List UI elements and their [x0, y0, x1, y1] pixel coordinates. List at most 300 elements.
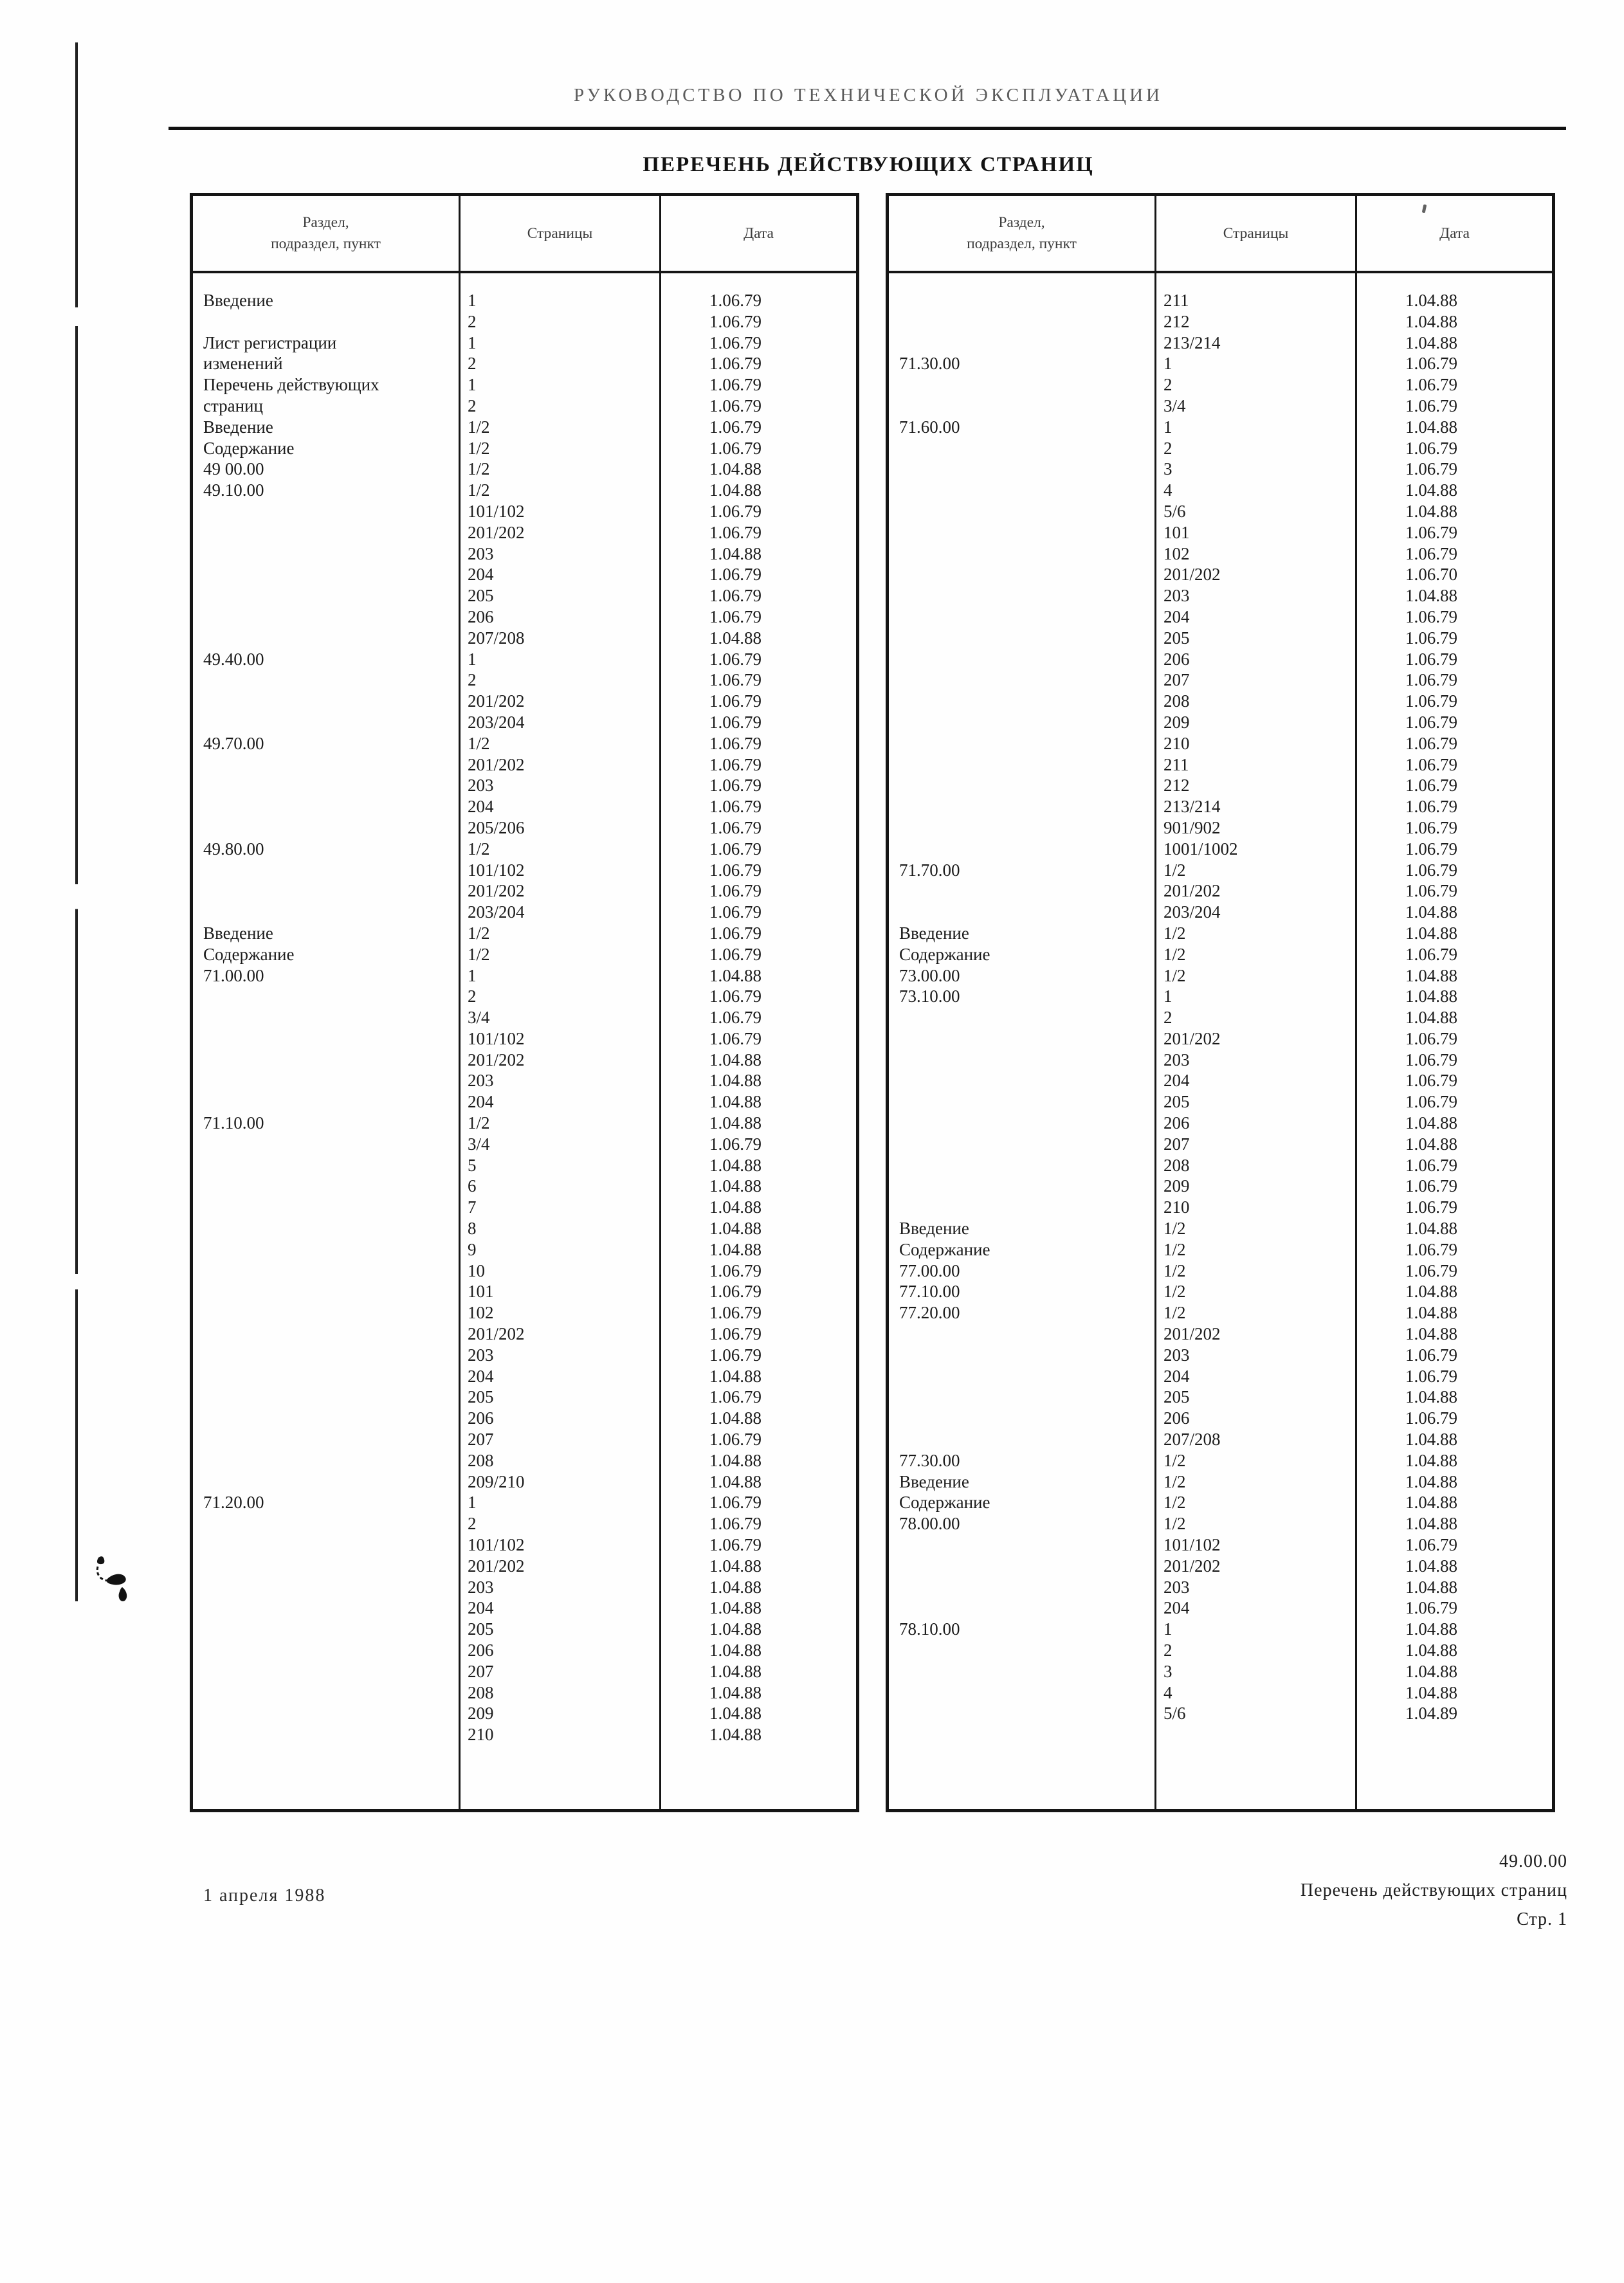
table-row [193, 1534, 856, 1556]
pages-cell: 201/202 [1163, 1028, 1221, 1048]
pages-cell: 1/2 [1163, 1514, 1186, 1534]
section-cell [193, 754, 459, 776]
section-cell [193, 1577, 459, 1598]
section-cell [889, 649, 1154, 670]
section-cell [889, 1556, 1154, 1577]
date-cell: 1.04.88 [1405, 1619, 1457, 1639]
pages-cell: 1001/1002 [1163, 839, 1238, 859]
footer-issue-date: 1 апреля 1988 [203, 1886, 326, 1906]
section-cell: 71.70.00 [899, 860, 960, 880]
pages-cell: 1/2 [1163, 1471, 1186, 1491]
page-title: ПЕРЕЧЕНЬ ДЕЙСТВУЮЩИХ СТРАНИЦ [643, 153, 1094, 176]
table-row [193, 1218, 856, 1239]
section-cell [889, 1134, 1154, 1155]
section-cell [193, 817, 459, 839]
column-header-pages-label: Страницы [1223, 224, 1289, 242]
date-cell: 1.04.89 [1405, 1704, 1457, 1724]
pages-cell: 209 [468, 1704, 494, 1724]
table-row [889, 374, 1552, 396]
date-cell: 1.06.79 [709, 396, 762, 415]
pages-cell: 2 [468, 311, 477, 331]
table-row [193, 1239, 856, 1260]
table-row [889, 290, 1552, 311]
section-cell [889, 1323, 1154, 1345]
date-cell: 1.06.79 [1405, 733, 1457, 753]
date-cell: 1.06.79 [1405, 839, 1457, 859]
section-cell [193, 1534, 459, 1556]
section-cell [193, 1429, 459, 1450]
table-row [889, 839, 1552, 860]
pages-cell: 206 [1163, 649, 1190, 669]
table-row [193, 1345, 856, 1366]
table-row [193, 1028, 856, 1050]
table-header-row [889, 196, 1552, 273]
date-cell: 1.06.79 [709, 375, 762, 395]
pages-cell: 101 [1163, 522, 1190, 542]
section-cell [193, 1197, 459, 1218]
pages-cell: 203/204 [468, 902, 525, 922]
column-header-date [1357, 196, 1552, 271]
header-rule [169, 127, 1566, 130]
table-row [889, 986, 1552, 1007]
date-cell: 1.06.79 [1405, 1239, 1457, 1259]
table-row [889, 1323, 1552, 1345]
table-row [889, 1703, 1552, 1724]
pages-cell: 1/2 [468, 480, 490, 500]
date-cell: 1.06.79 [709, 354, 762, 374]
pages-cell: 5/6 [1163, 501, 1186, 521]
table-row [889, 1345, 1552, 1366]
table-row [889, 1134, 1552, 1155]
date-cell: 1.06.79 [709, 1324, 762, 1344]
pages-cell: 205 [468, 1619, 494, 1639]
date-cell: 1.06.79 [709, 817, 762, 837]
date-cell: 1.04.88 [1405, 1514, 1457, 1534]
section-cell: 77.20.00 [899, 1303, 960, 1323]
table-row [193, 796, 856, 817]
section-cell [193, 1640, 459, 1661]
footer-document-title: Перечень действующих страниц [1300, 1880, 1567, 1900]
date-cell: 1.06.79 [1405, 712, 1457, 732]
section-cell [193, 712, 459, 733]
section-cell: страниц [203, 396, 263, 415]
date-cell: 1.04.88 [1405, 1577, 1457, 1597]
table-row [193, 1619, 856, 1640]
date-cell: 1.04.88 [1405, 902, 1457, 922]
section-cell [193, 860, 459, 881]
pages-cell: 1 [468, 649, 477, 669]
table-row [193, 1640, 856, 1661]
date-cell: 1.04.88 [709, 1176, 762, 1196]
date-cell: 1.04.88 [1405, 586, 1457, 606]
table-row [193, 585, 856, 606]
section-cell [889, 1050, 1154, 1071]
date-cell: 1.04.88 [1405, 480, 1457, 500]
date-cell: 1.06.79 [709, 902, 762, 922]
column-header-date-label: Дата [1439, 224, 1470, 242]
section-cell [193, 1155, 459, 1176]
table-row [889, 1471, 1552, 1493]
table-row [889, 1492, 1552, 1513]
section-cell [193, 669, 459, 691]
section-cell [889, 522, 1154, 543]
date-cell: 1.04.88 [1405, 1008, 1457, 1028]
date-cell: 1.06.79 [709, 881, 762, 901]
table-row [889, 754, 1552, 776]
pages-cell: 207 [1163, 1134, 1190, 1154]
pages-cell: 1/2 [1163, 1303, 1186, 1323]
running-header: РУКОВОДСТВО ПО ТЕХНИЧЕСКОЙ ЭКСПЛУАТАЦИИ [574, 85, 1163, 105]
table-row [193, 1091, 856, 1113]
table-row [193, 1134, 856, 1155]
date-cell: 1.04.88 [709, 1682, 762, 1702]
table-row [193, 839, 856, 860]
section-cell: 49.10.00 [203, 480, 264, 500]
date-cell: 1.04.88 [1405, 1556, 1457, 1576]
section-cell [193, 1239, 459, 1260]
date-cell: 1.04.88 [1405, 1282, 1457, 1302]
date-cell: 1.04.88 [1405, 1387, 1457, 1407]
table-row [193, 1366, 856, 1387]
table-row [193, 1281, 856, 1302]
table-row [889, 1260, 1552, 1282]
pages-cell: 203 [468, 543, 494, 563]
column-header-date-label: Дата [744, 224, 774, 242]
date-cell: 1.06.79 [1405, 1028, 1457, 1048]
date-cell: 1.04.88 [709, 1050, 762, 1069]
table-row [889, 1387, 1552, 1408]
section-cell [889, 1408, 1154, 1429]
section-cell: 73.00.00 [899, 965, 960, 985]
pages-cell: 205 [468, 586, 494, 606]
table-row [193, 860, 856, 881]
section-cell [193, 1556, 459, 1577]
date-cell: 1.04.88 [1405, 417, 1457, 437]
column-header-section-line1: Раздел, [302, 214, 349, 231]
date-cell: 1.06.79 [709, 754, 762, 774]
section-cell [193, 1661, 459, 1682]
section-cell [889, 1661, 1154, 1682]
date-cell: 1.04.88 [709, 1239, 762, 1259]
date-cell: 1.06.79 [1405, 628, 1457, 648]
footer-page-number: Стр. 1 [1517, 1909, 1567, 1929]
pages-cell: 201/202 [1163, 1556, 1221, 1576]
date-cell: 1.06.79 [709, 839, 762, 859]
pages-cell: 2 [1163, 375, 1172, 395]
table-row [889, 396, 1552, 417]
section-cell [889, 880, 1154, 902]
section-cell [889, 839, 1154, 860]
section-cell: Введение [203, 291, 273, 310]
section-cell [889, 564, 1154, 585]
pages-cell: 2 [468, 1514, 477, 1534]
section-cell [193, 1387, 459, 1408]
date-cell: 1.04.88 [1405, 501, 1457, 521]
table-row [193, 775, 856, 796]
section-cell [889, 585, 1154, 606]
table-row [193, 1155, 856, 1176]
pages-cell: 205 [1163, 1387, 1190, 1407]
table-row [889, 1513, 1552, 1534]
section-cell [889, 796, 1154, 817]
date-cell: 1.06.79 [709, 1282, 762, 1302]
table-body [193, 273, 856, 1745]
date-cell: 1.04.88 [709, 1450, 762, 1470]
table-row [193, 543, 856, 565]
section-cell [193, 1176, 459, 1197]
table-row [193, 1260, 856, 1282]
pages-cell: 102 [468, 1303, 494, 1323]
section-cell [193, 311, 459, 332]
pages-cell: 201/202 [468, 881, 525, 901]
section-cell: Содержание [203, 438, 295, 458]
date-cell: 1.06.79 [709, 1260, 762, 1280]
date-cell: 1.06.79 [1405, 754, 1457, 774]
table-row [193, 649, 856, 670]
table-row [193, 374, 856, 396]
table-row [889, 1176, 1552, 1197]
table-row [889, 311, 1552, 332]
date-cell: 1.04.88 [1405, 1430, 1457, 1450]
table-row [193, 522, 856, 543]
footer-section-number: 49.00.00 [1499, 1851, 1567, 1871]
date-cell: 1.04.88 [1405, 291, 1457, 310]
date-cell: 1.06.79 [1405, 1260, 1457, 1280]
table-row [889, 712, 1552, 733]
section-cell: изменений [203, 354, 283, 374]
date-cell: 1.06.79 [709, 501, 762, 521]
table-row [193, 1556, 856, 1577]
table-row [193, 1661, 856, 1682]
pages-cell: 203 [1163, 1345, 1190, 1365]
table-row [193, 1577, 856, 1598]
column-header-section-line1: Раздел, [998, 214, 1045, 231]
section-cell [193, 1050, 459, 1071]
pages-cell: 207 [1163, 670, 1190, 690]
date-cell: 1.06.79 [1405, 459, 1457, 479]
date-cell: 1.06.79 [1405, 1176, 1457, 1196]
section-cell [193, 1345, 459, 1366]
section-cell [889, 438, 1154, 459]
pages-cell: 102 [1163, 543, 1190, 563]
pages-cell: 208 [468, 1682, 494, 1702]
date-cell: 1.04.88 [1405, 1134, 1457, 1154]
section-cell: 49.40.00 [203, 649, 264, 669]
table-row [193, 311, 856, 332]
section-cell: Введение [203, 923, 273, 943]
table-row [193, 606, 856, 628]
pages-cell: 201/202 [468, 1556, 525, 1576]
pages-cell: 1/2 [468, 417, 490, 437]
pages-cell: 1/2 [1163, 923, 1186, 943]
table-row [193, 817, 856, 839]
section-cell [889, 733, 1154, 754]
date-cell: 1.04.88 [709, 459, 762, 479]
table-row [889, 733, 1552, 754]
pages-cell: 1/2 [1163, 1219, 1186, 1239]
table-row [193, 353, 856, 374]
section-cell [889, 775, 1154, 796]
pages-cell: 205 [1163, 1092, 1190, 1112]
table-row [193, 438, 856, 459]
date-cell: 1.04.88 [709, 1725, 762, 1745]
pages-cell: 205 [1163, 628, 1190, 648]
section-cell [889, 902, 1154, 923]
table-row [889, 1366, 1552, 1387]
table-row [193, 1387, 856, 1408]
pages-cell: 1/2 [468, 923, 490, 943]
section-cell [889, 1534, 1154, 1556]
pages-cell: 206 [468, 1408, 494, 1428]
date-cell: 1.06.79 [709, 1430, 762, 1450]
section-cell [889, 543, 1154, 565]
section-cell [889, 754, 1154, 776]
column-header-section [889, 196, 1154, 271]
section-cell: Содержание [899, 1493, 990, 1513]
pages-cell: 1 [1163, 1619, 1172, 1639]
table-row [889, 1450, 1552, 1471]
section-cell [193, 1724, 459, 1745]
date-cell: 1.06.79 [709, 332, 762, 352]
pages-cell: 1/2 [468, 733, 490, 753]
date-cell: 1.06.79 [1405, 1197, 1457, 1217]
section-cell [889, 1387, 1154, 1408]
table-row [193, 712, 856, 733]
table-row [193, 1682, 856, 1704]
ink-mark [89, 1554, 139, 1610]
table-row [889, 796, 1552, 817]
section-cell: 77.00.00 [899, 1260, 960, 1280]
pages-cell: 101 [468, 1282, 494, 1302]
pages-cell: 1 [468, 965, 477, 985]
table-row [889, 817, 1552, 839]
table-row [193, 1450, 856, 1471]
date-cell: 1.06.79 [709, 1303, 762, 1323]
pages-cell: 206 [1163, 1113, 1190, 1133]
table-header-row [193, 196, 856, 273]
date-cell: 1.06.79 [1405, 522, 1457, 542]
date-cell: 1.04.88 [1405, 923, 1457, 943]
date-cell: 1.06.79 [1405, 776, 1457, 796]
table-row [193, 628, 856, 649]
date-cell: 1.06.79 [1405, 691, 1457, 711]
table-row [889, 944, 1552, 965]
section-cell [193, 1471, 459, 1493]
table-body [889, 273, 1552, 1724]
section-cell: Содержание [899, 1239, 990, 1259]
pages-cell: 203 [468, 1577, 494, 1597]
pages-cell: 4 [1163, 480, 1172, 500]
pages-cell: 208 [468, 1450, 494, 1470]
section-cell [193, 775, 459, 796]
pages-cell: 210 [468, 1725, 494, 1745]
pages-cell: 101/102 [468, 501, 525, 521]
table-row [889, 1597, 1552, 1619]
table-row [889, 417, 1552, 438]
table-row [193, 1492, 856, 1513]
pages-cell: 204 [1163, 1366, 1190, 1386]
date-cell: 1.04.88 [709, 1197, 762, 1217]
pages-cell: 201/202 [468, 1324, 525, 1344]
section-cell: 78.00.00 [899, 1514, 960, 1534]
date-cell: 1.06.79 [709, 438, 762, 458]
table-row [889, 1113, 1552, 1134]
pages-cell: 201/202 [468, 691, 525, 711]
date-cell: 1.06.79 [709, 1387, 762, 1407]
pages-cell: 1/2 [1163, 1450, 1186, 1470]
pages-cell: 210 [1163, 1197, 1190, 1217]
pages-cell: 2 [468, 987, 477, 1006]
table-row [193, 944, 856, 965]
section-cell [889, 1070, 1154, 1091]
section-cell [193, 1070, 459, 1091]
pages-cell: 207 [468, 1661, 494, 1681]
table-row [193, 669, 856, 691]
left-margin-line [75, 42, 78, 1601]
table-row [889, 923, 1552, 944]
section-cell [889, 1429, 1154, 1450]
pages-cell: 212 [1163, 776, 1190, 796]
date-cell: 1.06.79 [709, 776, 762, 796]
section-cell [193, 1134, 459, 1155]
date-cell: 1.06.79 [1405, 606, 1457, 626]
section-cell [889, 712, 1154, 733]
date-cell: 1.04.88 [1405, 1661, 1457, 1681]
pages-cell: 203 [468, 776, 494, 796]
section-cell: Содержание [203, 944, 295, 964]
section-cell [889, 501, 1154, 522]
pages-cell: 201/202 [468, 522, 525, 542]
pages-cell: 2 [1163, 438, 1172, 458]
table-row [193, 1429, 856, 1450]
table-row [193, 754, 856, 776]
section-cell [193, 1007, 459, 1028]
date-cell: 1.06.79 [1405, 354, 1457, 374]
table-row [193, 396, 856, 417]
section-cell [193, 1366, 459, 1387]
section-cell: Введение [899, 923, 969, 943]
table-row [889, 1534, 1552, 1556]
date-cell: 1.06.79 [709, 417, 762, 437]
date-cell: 1.04.88 [1405, 311, 1457, 331]
pages-cell: 205 [468, 1387, 494, 1407]
section-cell [193, 1302, 459, 1323]
date-cell: 1.04.88 [709, 1366, 762, 1386]
pages-cell: 206 [1163, 1408, 1190, 1428]
table-row [193, 733, 856, 754]
table-row [193, 480, 856, 501]
section-cell [193, 1450, 459, 1471]
date-cell: 1.06.79 [1405, 881, 1457, 901]
section-cell [193, 986, 459, 1007]
pages-cell: 1/2 [1163, 1239, 1186, 1259]
table-row [889, 353, 1552, 374]
pages-cell: 2 [468, 354, 477, 374]
section-cell [193, 606, 459, 628]
pages-cell: 7 [468, 1197, 477, 1217]
pages-cell: 2 [1163, 1008, 1172, 1028]
table-row [193, 564, 856, 585]
section-cell [889, 1577, 1154, 1598]
section-cell [889, 1703, 1154, 1724]
pages-cell: 203 [1163, 1577, 1190, 1597]
pages-cell: 203/204 [1163, 902, 1221, 922]
section-cell [889, 606, 1154, 628]
section-cell [889, 1091, 1154, 1113]
pages-cell: 204 [1163, 1071, 1190, 1091]
date-cell: 1.06.79 [709, 311, 762, 331]
table-row [193, 1113, 856, 1134]
